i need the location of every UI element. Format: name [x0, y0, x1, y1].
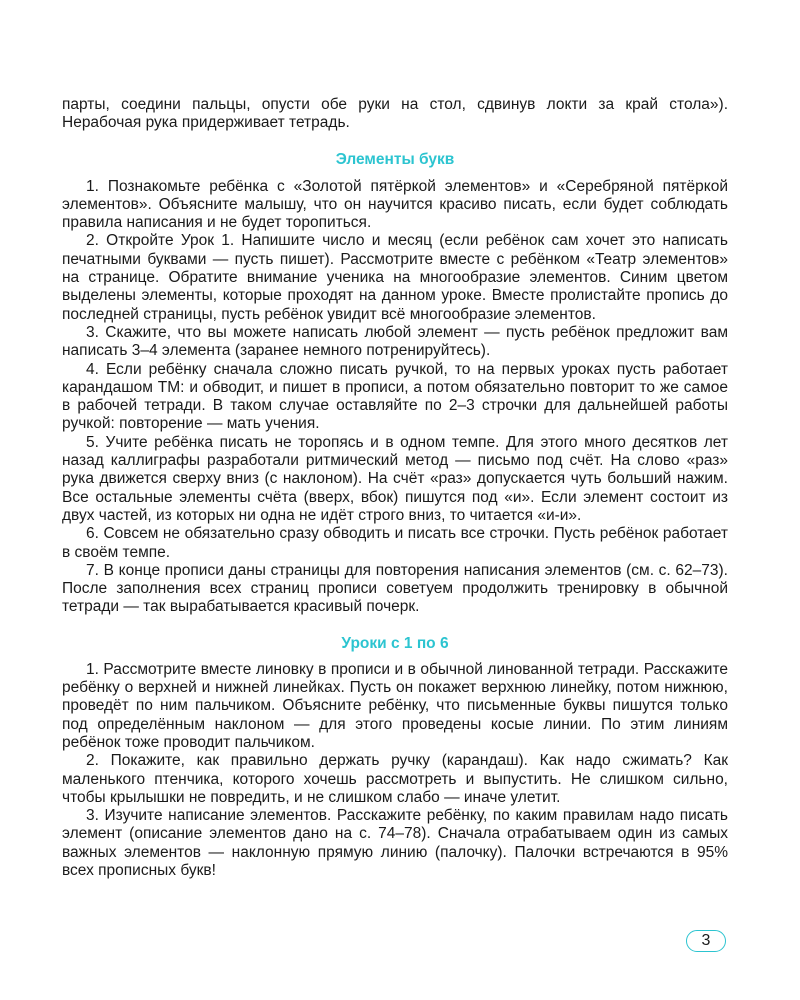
paragraph: 7. В конце прописи даны страницы для повторения написания элементов (см. с. 62–73). После заполнения всех страниц прописи советуем продолжить тренировку в обычной тетради — так вырабатывается красивый почерк. [62, 561, 728, 616]
paragraph: 2. Покажите, как правильно держать ручку (карандаш). Как надо сжимать? Как маленького птенчика, которого хочешь рассмотреть и выпустить. Не слишком сильно, чтобы крылышки не повредить, и не слишком слабо — иначе улетит. [62, 752, 728, 806]
page-content [62, 96, 728, 880]
paragraph: 1. Познакомьте ребёнка с «Золотой пятёркой элементов» и «Серебряной пятёркой элементов». Объясните малышу, что он научится красиво писать, если будет соблюдать правила написания и не будет торопиться. [62, 177, 728, 232]
page-number: 3 [686, 930, 726, 952]
paragraph: 4. Если ребёнку сначала сложно писать ручкой, то на первых уроках пусть работает карандашом ТМ: и обводит, и пишет в прописи, а потом обязательно повторит то же самое в рабочей тетради. В таком случае оставляйте по 2–3 строчки для дальнейшей работы ручкой: повторение — мать учения. [62, 360, 728, 433]
paragraph: 1. Рассмотрите вместе линовку в прописи и в обычной линованной тетради. Расскажите ребёнку о верхней и нижней линейках. Пусть он покажет верхнюю линейку, потом нижнюю, проведёт по ним пальчиком. Объясните ребёнку, что письменные буквы пишутся только под определённым наклоном — для этого проведены косые линии. По этим линиям ребёнок тоже проводит пальчиком. [62, 660, 728, 751]
paragraph: 2. Откройте Урок 1. Напишите число и месяц (если ребёнок сам хочет это написать печатными буквами — пусть пишет). Рассмотрите вместе с ребёнком «Театр элементов» на странице. Обратите внимание ученика на многообразие элементов. Синим цветом выделены элементы, которые проходят на данном уроке. Вместе пролистайте пропись до последней страницы, пусть ребёнок увидит всё многообразие элементов. [62, 232, 728, 323]
paragraph: 6. Совсем не обязательно сразу обводить и писать все строчки. Пусть ребёнок работает в своём темпе. [62, 525, 728, 561]
paragraph: 3. Скажите, что вы можете написать любой элемент — пусть ребёнок предложит вам написать 3–4 элемента (заранее немного потренируйтесь). [62, 323, 728, 360]
paragraph: 3. Изучите написание элементов. Расскажите ребёнку, по каким правилам надо писать элемент (описание элементов дано на с. 74–78). Сначала отрабатываем один из самых важных элементов — наклонную прямую линию (палочку). Палочки встречаются в 95% всех прописных букв! [62, 807, 728, 879]
paragraph: 5. Учите ребёнка писать не торопясь и в одном темпе. Для этого много десятков лет назад каллиграфы разработали ритмический метод — письмо под счёт. На слово «раз» рука движется сверху вниз (с наклоном). На счёт «раз» допускается чуть больший нажим. Все остальные элементы счёта (вверх, вбок) пишутся под «и». Если элемент состоит из двух частей, из которых ни одна не идёт строго вниз, то читается «и-и». [62, 433, 728, 524]
section-heading-lessons: Уроки с 1 по 6 [341, 634, 449, 652]
intro-paragraph: парты, соедини пальцы, опусти обе руки на стол, сдвинув локти за край стола»). Нерабочая рука придерживает тетрадь. [62, 96, 728, 132]
section-heading-letter-elements: Элементы букв [335, 150, 455, 168]
